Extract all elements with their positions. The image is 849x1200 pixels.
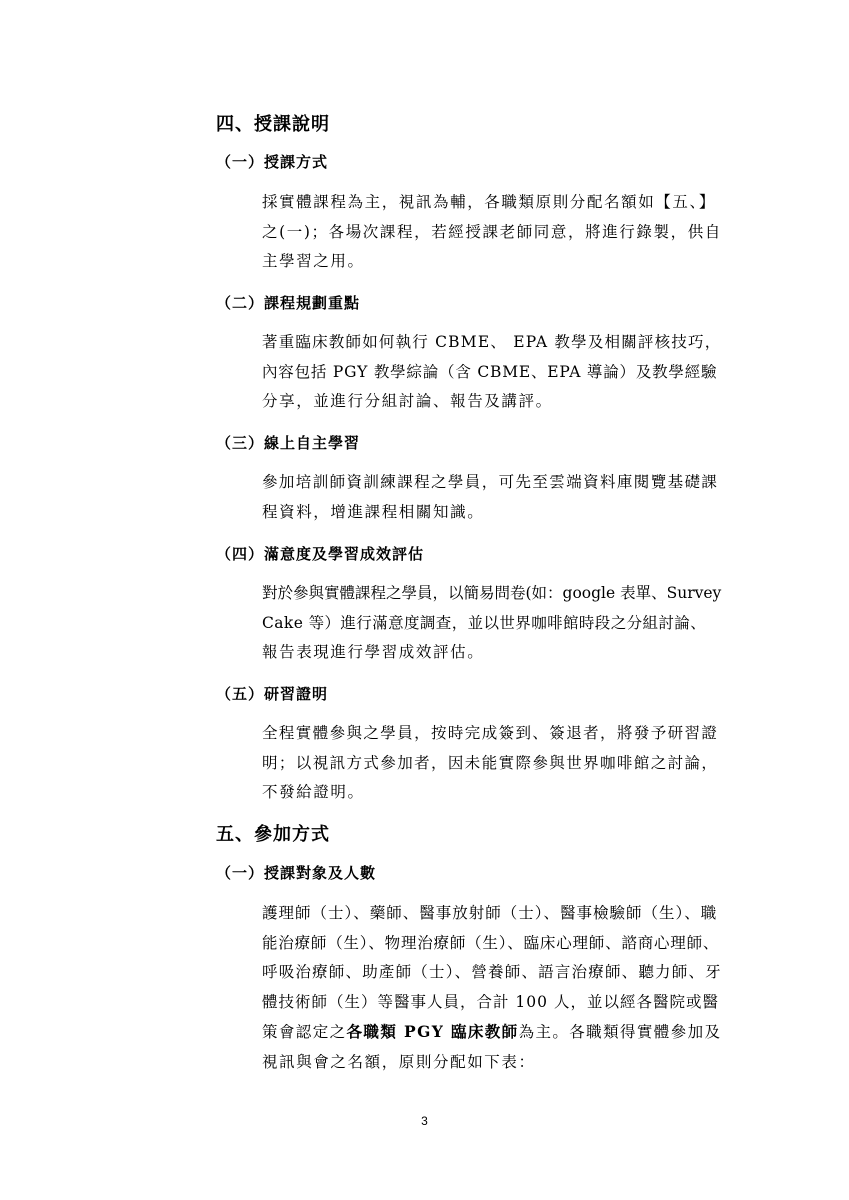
subsection-4-2-body [262, 328, 722, 417]
text-line: 全程實體參與之學員，按時完成簽到、簽退者，將發予研習證 [262, 724, 719, 742]
text-line: 對於參與實體課程之學員，以簡易問卷(如：google 表單、Survey [262, 584, 722, 602]
subsection-4-4-heading: （四）滿意度及學習成效評估 [216, 545, 425, 563]
text-line: 主學習之用。 [262, 252, 365, 270]
section-4-heading: 四、授課說明 [216, 114, 330, 135]
subsection-4-1-heading: （一）授課方式 [216, 153, 329, 171]
page-number: 3 [421, 1114, 428, 1128]
text-fragment: 策會認定之 [262, 1023, 347, 1041]
text-line: 能治療師（生）、物理治療師（生）、臨床心理師、諮商心理師、 [262, 933, 720, 952]
text-line: 之(一)；各場次課程，若經授課老師同意，將進行錄製，供自 [262, 222, 722, 241]
text-line-with-emphasis [262, 1017, 722, 1048]
text-line: 呼吸治療師、助產師（士）、營養師、語言治療師、聽力師、牙 [262, 963, 722, 981]
subsection-4-1-body [262, 188, 722, 277]
subsection-5-1-body [262, 899, 722, 1077]
text-line: 著重臨床教師如何執行 CBME、 EPA 教學及相關評核技巧， [262, 333, 722, 351]
text-line: 參加培訓師資訓練課程之學員，可先至雲端資料庫閱覽基礎課 [262, 473, 719, 491]
text-line: 明；以視訊方式參加者，因未能實際參與世界咖啡館之討論， [262, 753, 719, 772]
text-line: 不發給證明。 [262, 783, 365, 801]
subsection-4-5-heading: （五）研習證明 [216, 685, 329, 703]
subsection-4-5-body [262, 719, 722, 808]
text-line: 視訊與會之名額，原則分配如下表： [262, 1052, 536, 1071]
text-line: 內容包括 PGY 教學綜論（含 CBME、EPA 導論）及教學經驗 [262, 362, 718, 381]
section-5-heading: 五、參加方式 [216, 824, 330, 845]
text-fragment: 為主。各職類得實體參加及 [518, 1023, 722, 1041]
text-line: 程資料，增進課程相關知識。 [262, 502, 485, 521]
emphasized-text: 各職類 PGY 臨床教師 [346, 1022, 519, 1041]
text-line: 採實體課程為主，視訊為輔，各職類原則分配名額如【五、】 [262, 193, 716, 211]
subsection-4-3-body [262, 468, 722, 527]
subsection-4-3-heading: （三）線上自主學習 [216, 434, 361, 452]
text-line: 分享，並進行分組討論、報告及講評。 [262, 392, 553, 410]
subsection-4-4-body [262, 579, 722, 668]
text-line: 報告表現進行學習成效評估。 [262, 643, 485, 661]
subsection-5-1-heading: （一）授課對象及人數 [216, 864, 377, 882]
text-line: Cake 等）進行滿意度調查，並以世界咖啡館時段之分組討論、 [262, 613, 707, 632]
subsection-4-2-heading: （二）課程規劃重點 [216, 294, 361, 312]
text-line: 護理師（士）、藥師、醫事放射師（士）、醫事檢驗師（生）、職 [262, 904, 718, 922]
text-line: 體技術師（生）等醫事人員，合計 100 人，並以經各醫院或醫 [262, 992, 719, 1011]
